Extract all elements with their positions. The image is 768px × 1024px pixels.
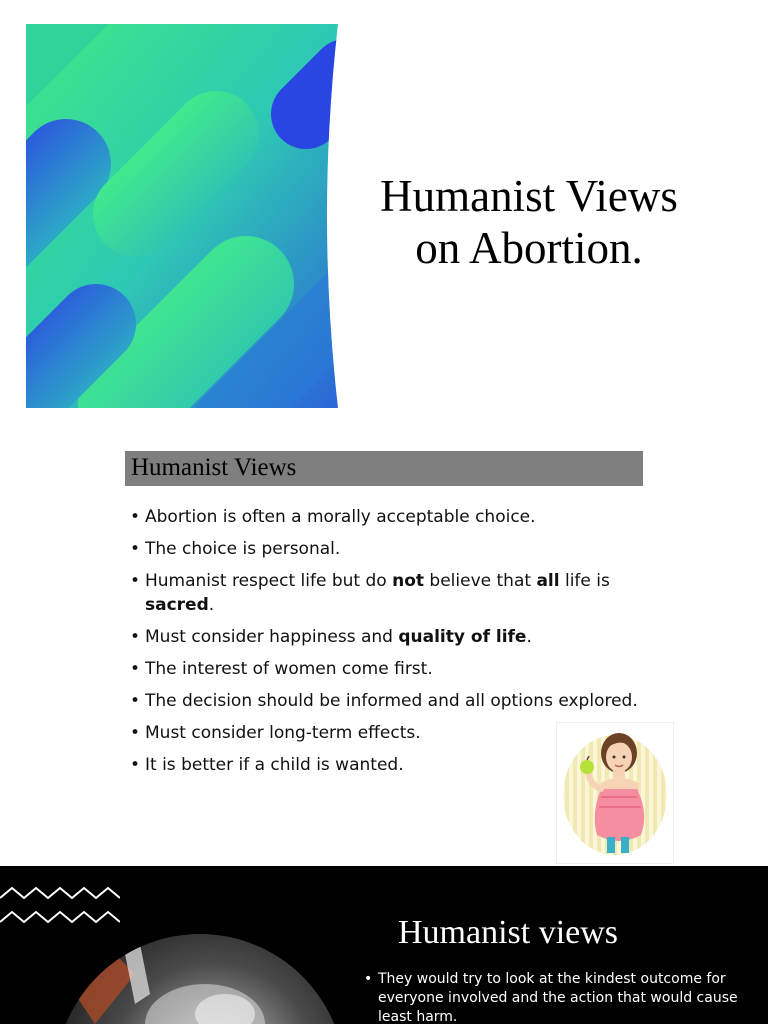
bold-text: not	[392, 571, 425, 591]
bullet-text: Must consider happiness and	[145, 627, 399, 647]
bullet-item	[130, 625, 650, 649]
ultrasound-circle-image	[55, 934, 345, 1024]
bullet-item: • They would try to look at the kindest outcome for everyone involved and the action that would cause least harm.	[364, 970, 756, 1024]
slide-title-line: on Abortion.	[415, 223, 643, 273]
bullet-item	[130, 505, 650, 529]
bullet-item	[130, 537, 650, 561]
bullet-text: Humanist respect life but do	[145, 571, 393, 591]
bullet-text: The interest of women come first.	[145, 659, 433, 679]
slide-title: Humanist views	[398, 914, 619, 951]
pregnant-woman-illustration	[556, 722, 674, 864]
slide-title-line: Humanist Views	[380, 171, 678, 221]
bullet-text: The choice is personal.	[145, 539, 341, 559]
bullet-text: .	[526, 627, 532, 647]
bullet-text: .	[208, 595, 215, 615]
title-slide	[0, 0, 768, 432]
bold-text: all	[536, 571, 560, 591]
zigzag-lines	[0, 886, 120, 936]
bullet-text: life is	[559, 571, 610, 591]
bullet-text: Abortion is often a morally acceptable choice.	[145, 507, 536, 527]
content-slide	[0, 432, 768, 866]
bullet-item	[130, 657, 650, 681]
bullet-text: Must consider long-term effects.	[145, 723, 421, 743]
abstract-gradient-art	[26, 24, 340, 408]
heading-bar	[125, 451, 643, 486]
bullet-item	[130, 689, 650, 713]
bullet-text: The decision should be informed and all options explored.	[145, 691, 638, 711]
bullet-text: believe that	[424, 571, 537, 591]
slide-title	[350, 170, 708, 274]
bullet-list	[364, 970, 756, 1024]
bullet-text: It is better if a child is wanted.	[145, 755, 404, 775]
slide-heading: Humanist Views	[131, 454, 297, 481]
bold-text: quality of life	[398, 627, 527, 647]
bold-text: sacred	[145, 595, 209, 615]
bullet-item	[130, 569, 650, 617]
dark-slide	[0, 866, 768, 1024]
